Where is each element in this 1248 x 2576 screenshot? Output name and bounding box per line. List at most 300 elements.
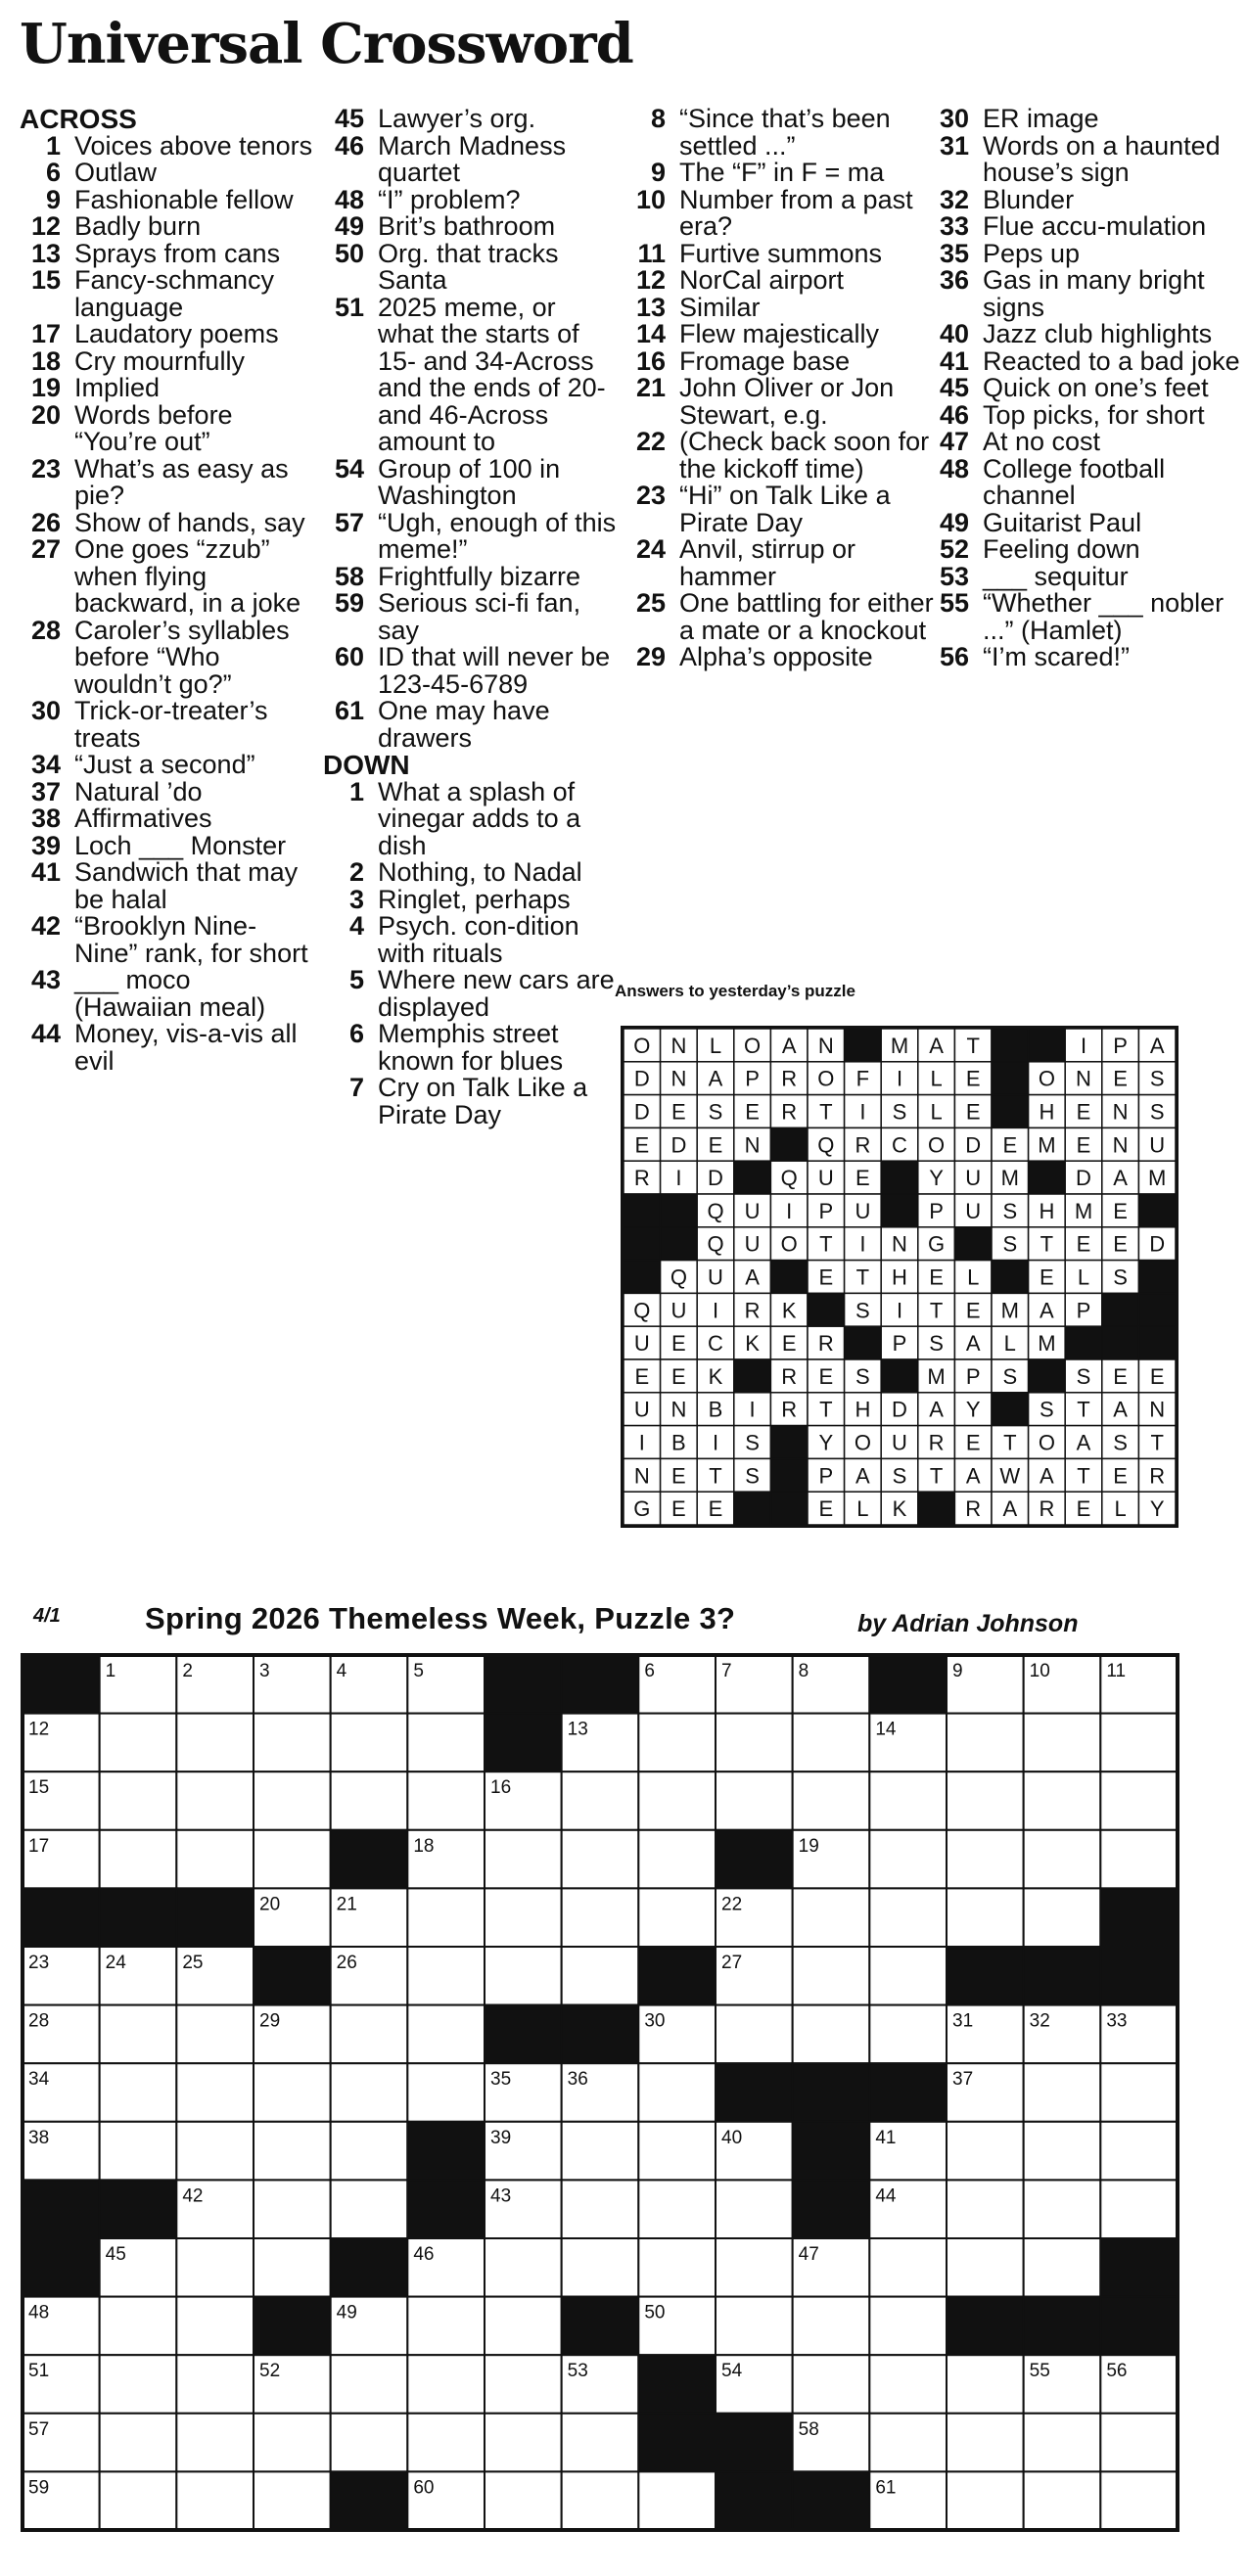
answer-letter: R [744, 1298, 761, 1323]
grid-cell[interactable] [869, 1947, 947, 2005]
answer-black-square [624, 1194, 661, 1227]
clue-text: Badly burn [74, 211, 202, 241]
clue-number: 54 [334, 453, 364, 483]
grid-cell[interactable] [331, 2180, 408, 2238]
grid-cell[interactable] [100, 1771, 177, 1830]
grid-cell[interactable] [562, 2414, 639, 2472]
answer-black-square [992, 1095, 1029, 1128]
grid-cell[interactable] [176, 2063, 254, 2122]
clue-number: 19 [30, 373, 61, 402]
clue [323, 590, 617, 644]
grid-cell[interactable] [1100, 1714, 1178, 1772]
grid-cell[interactable] [562, 2238, 639, 2297]
black-square [716, 2414, 793, 2472]
black-square [1024, 2297, 1101, 2356]
answer-letter: R [965, 1496, 982, 1522]
answer-letter: K [708, 1363, 723, 1389]
clue [20, 536, 313, 618]
grid-cell[interactable] [100, 1714, 177, 1772]
grid-cell[interactable] [947, 1888, 1024, 1947]
answer-letter: E [1113, 1363, 1128, 1389]
clue [323, 106, 617, 133]
clue-number: 27 [30, 534, 61, 564]
grid-cell[interactable] [176, 2005, 254, 2064]
answer-black-square [624, 1261, 661, 1294]
grid-cell[interactable] [331, 1771, 408, 1830]
grid-cell[interactable] [638, 1830, 716, 1889]
clue-number: 12 [635, 265, 666, 295]
grid-cell[interactable] [638, 1771, 716, 1830]
grid-cell[interactable] [869, 1771, 947, 1830]
grid-cell[interactable] [793, 2005, 870, 2064]
grid-cell[interactable] [947, 2122, 1024, 2181]
grid-cell[interactable] [331, 2005, 408, 2064]
answer-letter: A [1113, 1397, 1128, 1422]
grid-cell[interactable] [100, 1830, 177, 1889]
clue-text: “I’m scared!” [983, 642, 1131, 671]
grid-cell[interactable] [407, 1947, 485, 2005]
grid-cell[interactable] [562, 1771, 639, 1830]
grid-cell[interactable] [869, 2414, 947, 2472]
grid-cell[interactable] [947, 1830, 1024, 1889]
clue-text: Flue accu-mulation [983, 211, 1207, 241]
answer-letter: S [708, 1099, 723, 1125]
clue [624, 345, 938, 376]
clue-number: 32 [939, 184, 969, 214]
clue-text: Show of hands, say [74, 507, 305, 537]
page-title: Universal Crossword [20, 12, 633, 76]
grid-cell[interactable] [1100, 1830, 1178, 1889]
answer-black-square [734, 1161, 771, 1194]
answer-letter: O [1038, 1430, 1055, 1455]
grid-cell[interactable] [716, 2180, 793, 2238]
answer-letter: S [929, 1331, 944, 1357]
black-square [407, 2180, 485, 2238]
grid-cell[interactable] [638, 2180, 716, 2238]
answer-letter: Q [707, 1231, 724, 1257]
cell-number: 61 [875, 2477, 897, 2499]
clue-text: Serious sci-fi fan, say [378, 588, 581, 645]
grid-cell[interactable] [254, 2122, 331, 2181]
grid-cell[interactable] [254, 2180, 331, 2238]
clue-text: The “F” in F = ma [679, 158, 885, 187]
clue [323, 292, 617, 456]
clue-number: 48 [939, 453, 969, 483]
grid-cell[interactable] [1024, 1771, 1101, 1830]
grid-cell[interactable] [331, 2414, 408, 2472]
grid-cell[interactable] [485, 1830, 562, 1889]
clue-text: “Brooklyn Nine-Nine” rank, for short [74, 911, 308, 968]
answer-black-square [1138, 1194, 1176, 1227]
answer-letter: D [1149, 1231, 1166, 1257]
grid-cell[interactable] [716, 1771, 793, 1830]
grid-cell[interactable] [638, 1888, 716, 1947]
cell-number: 48 [28, 2302, 50, 2323]
clue [624, 160, 938, 187]
grid-cell[interactable] [331, 2122, 408, 2181]
answer-letter: U [1149, 1132, 1166, 1158]
clue-number: 29 [635, 642, 666, 671]
grid-cell[interactable] [331, 2063, 408, 2122]
grid-cell[interactable] [869, 2005, 947, 2064]
clue-number: 56 [939, 642, 969, 671]
grid-cell[interactable] [1024, 2063, 1101, 2122]
clue [928, 561, 1241, 591]
grid-cell[interactable] [869, 2355, 947, 2414]
clue [20, 830, 313, 860]
grid-cell[interactable] [100, 2471, 177, 2530]
puzzle-byline: by Adrian Johnson [857, 1610, 1079, 1637]
answer-letter: L [1077, 1265, 1090, 1290]
grid-cell[interactable] [1024, 2238, 1101, 2297]
grid-cell[interactable] [1100, 2180, 1178, 2238]
clue-text: At no cost [983, 427, 1101, 456]
answer-letter: N [633, 1463, 650, 1489]
clue-text: Number from a past era? [679, 184, 913, 241]
grid-cell[interactable] [947, 2238, 1024, 2297]
cell-number: 45 [105, 2244, 126, 2265]
cell-number: 39 [490, 2127, 512, 2148]
grid-cell[interactable] [793, 1888, 870, 1947]
grid-cell[interactable] [407, 2297, 485, 2356]
clue-text: “I” problem? [378, 184, 521, 214]
answer-letter: T [929, 1463, 944, 1489]
clue-number: 1 [45, 130, 61, 161]
grid-cell[interactable] [254, 2063, 331, 2122]
grid-cell[interactable] [638, 2063, 716, 2122]
grid-cell[interactable] [1024, 2471, 1101, 2530]
grid-cell[interactable] [485, 2414, 562, 2472]
cell-number: 53 [567, 2361, 588, 2382]
clue [323, 1021, 617, 1075]
grid-cell[interactable] [176, 2297, 254, 2356]
clue-number: 23 [30, 453, 61, 483]
answer-letter: M [1000, 1298, 1019, 1323]
grid-cell[interactable] [793, 2355, 870, 2414]
answer-letter: E [671, 1463, 686, 1489]
clue-text: Words on a haunted house’s sign [983, 130, 1221, 187]
answer-letter: M [1074, 1198, 1093, 1223]
clue-number: 45 [939, 373, 969, 402]
answer-letter: A [1113, 1166, 1128, 1191]
grid-cell[interactable] [947, 2414, 1024, 2472]
grid-cell[interactable] [947, 1771, 1024, 1830]
grid-cell[interactable] [947, 2355, 1024, 2414]
grid-cell[interactable] [100, 2297, 177, 2356]
clue-text: Voices above tenors [74, 130, 313, 161]
grid-cell[interactable] [562, 2180, 639, 2238]
clue-text: Fancy-schmancy language [74, 265, 275, 322]
grid-cell[interactable] [638, 2471, 716, 2530]
clue [323, 967, 617, 1021]
answer-letter: H [1039, 1198, 1055, 1223]
answer-letter: U [744, 1198, 761, 1223]
grid-cell[interactable] [562, 1947, 639, 2005]
grid-cell[interactable] [638, 2122, 716, 2181]
grid-cell[interactable] [176, 1830, 254, 1889]
answer-letter: S [892, 1099, 907, 1125]
clue-number: 20 [30, 399, 61, 430]
clue-text: Jazz club highlights [983, 319, 1213, 348]
answer-letter: D [633, 1099, 650, 1125]
clue [928, 213, 1241, 241]
answer-letter: E [634, 1363, 650, 1389]
clue-number: 47 [939, 427, 969, 456]
grid-cell[interactable] [176, 2122, 254, 2181]
grid-cell[interactable] [100, 2355, 177, 2414]
cell-number: 59 [28, 2477, 50, 2499]
clue-text: ___ moco (Hawaiian meal) [74, 965, 266, 1022]
grid-cell[interactable] [869, 2238, 947, 2297]
answer-letter: E [1076, 1496, 1091, 1522]
grid-cell[interactable] [100, 2005, 177, 2064]
cell-number: 31 [952, 2010, 974, 2032]
grid-cell[interactable] [176, 1771, 254, 1830]
clue [323, 698, 617, 752]
grid-cell[interactable] [176, 2238, 254, 2297]
answer-letter: I [712, 1430, 719, 1455]
grid-cell[interactable] [331, 2355, 408, 2414]
grid-cell[interactable] [716, 2005, 793, 2064]
grid-cell[interactable] [407, 2005, 485, 2064]
grid-cell[interactable] [254, 1771, 331, 1830]
cell-number: 16 [490, 1777, 512, 1799]
cell-number: 28 [28, 2010, 50, 2032]
grid-cell[interactable] [254, 2471, 331, 2530]
grid-cell[interactable] [1024, 2180, 1101, 2238]
answer-letter: K [781, 1298, 797, 1323]
cell-number: 30 [644, 2010, 666, 2032]
grid-cell[interactable] [176, 2471, 254, 2530]
clue-number: 9 [650, 158, 666, 187]
answer-letter: N [670, 1033, 687, 1058]
grid-cell[interactable] [485, 2355, 562, 2414]
answer-letter: M [1000, 1166, 1019, 1191]
grid-cell[interactable] [869, 1830, 947, 1889]
clue-number: 61 [334, 696, 364, 725]
grid-cell[interactable] [562, 1888, 639, 1947]
answer-letter: O [780, 1231, 798, 1257]
answer-letter: A [965, 1463, 981, 1489]
cell-number: 60 [413, 2477, 435, 2499]
grid-cell[interactable] [176, 2414, 254, 2472]
grid-cell[interactable] [1024, 1830, 1101, 1889]
grid-cell[interactable] [407, 2063, 485, 2122]
answer-letter: E [818, 1265, 834, 1290]
answer-letter: T [709, 1463, 722, 1489]
grid-cell[interactable] [793, 1771, 870, 1830]
grid-cell[interactable] [638, 1714, 716, 1772]
answer-black-square [1102, 1293, 1139, 1326]
cell-number: 47 [798, 2244, 819, 2265]
grid-cell[interactable] [716, 2297, 793, 2356]
answer-letter: A [855, 1463, 870, 1489]
grid-cell[interactable] [254, 2414, 331, 2472]
answer-letter: L [930, 1099, 943, 1125]
grid-cell[interactable] [331, 1714, 408, 1772]
clue [20, 267, 313, 321]
grid-cell[interactable] [485, 2471, 562, 2530]
grid-cell[interactable] [562, 1830, 639, 1889]
black-square [1100, 1888, 1178, 1947]
clue-number: 8 [650, 104, 666, 133]
answer-letter: P [892, 1331, 907, 1357]
clue-text: What’s as easy as pie? [74, 453, 289, 510]
clue [624, 590, 938, 644]
grid-cell[interactable] [1100, 2063, 1178, 2122]
grid-cell[interactable] [793, 1714, 870, 1772]
answer-letter: S [1002, 1231, 1018, 1257]
answer-letter: P [929, 1198, 944, 1223]
answer-letter: M [1038, 1132, 1056, 1158]
answer-letter: U [633, 1397, 650, 1422]
clue-number: 39 [30, 830, 61, 860]
answer-black-square [770, 1127, 808, 1161]
clue [323, 1075, 617, 1128]
clue-text: Cry mournfully [74, 345, 246, 376]
cell-number: 6 [644, 1661, 655, 1681]
grid-cell[interactable] [793, 1947, 870, 2005]
cell-number: 56 [1106, 2361, 1128, 2382]
cell-number: 4 [336, 1661, 347, 1681]
answer-letter: U [965, 1166, 982, 1191]
grid-cell[interactable] [1024, 2122, 1101, 2181]
clue-number: 16 [635, 345, 666, 376]
clue [928, 184, 1241, 214]
answer-letter: O [744, 1033, 762, 1058]
answer-letter: E [1149, 1363, 1165, 1389]
answer-letter: O [928, 1132, 946, 1158]
grid-cell[interactable] [869, 2297, 947, 2356]
clue-text: Psych. con-dition with rituals [378, 911, 579, 968]
clue-number: 1 [348, 776, 364, 806]
grid-cell[interactable] [562, 2122, 639, 2181]
grid-cell[interactable] [407, 2355, 485, 2414]
grid-cell[interactable] [485, 1947, 562, 2005]
clue-number: 31 [939, 130, 969, 161]
answer-black-square [1102, 1326, 1139, 1359]
answer-letter: E [855, 1166, 870, 1191]
black-square [716, 2471, 793, 2530]
grid-cell[interactable] [176, 2355, 254, 2414]
answer-letter: L [1114, 1496, 1127, 1522]
grid-cell[interactable] [176, 1714, 254, 1772]
black-square [331, 1830, 408, 1889]
grid-cell[interactable] [485, 2297, 562, 2356]
grid-cell[interactable] [407, 1714, 485, 1772]
answer-letter: P [745, 1066, 760, 1091]
grid-cell[interactable] [1024, 1888, 1101, 1947]
answer-letter: E [671, 1496, 686, 1522]
grid-cell[interactable] [716, 1714, 793, 1772]
answer-letter: L [1003, 1331, 1016, 1357]
grid-cell[interactable] [254, 1830, 331, 1889]
grid-cell[interactable] [254, 2238, 331, 2297]
clue [20, 805, 313, 833]
clue [323, 561, 617, 591]
answer-black-square [992, 1393, 1029, 1426]
grid-cell[interactable] [1100, 2471, 1178, 2530]
grid-cell[interactable] [638, 2238, 716, 2297]
grid-cell[interactable] [485, 2238, 562, 2297]
clue-text: Guitarist Paul [983, 507, 1142, 537]
cell-number: 14 [875, 1719, 897, 1740]
grid-cell[interactable] [947, 2471, 1024, 2530]
clue-text: Alpha’s opposite [679, 642, 873, 671]
answer-letter: E [965, 1298, 981, 1323]
grid-cell[interactable] [562, 2471, 639, 2530]
grid-cell[interactable] [407, 2414, 485, 2472]
grid-cell[interactable] [869, 1888, 947, 1947]
grid-cell[interactable] [100, 2122, 177, 2181]
clue [20, 615, 313, 699]
grid-cell[interactable] [485, 1888, 562, 1947]
clue [928, 130, 1241, 187]
clue [928, 321, 1241, 348]
answer-letter: R [817, 1331, 834, 1357]
answer-letter: W [999, 1463, 1021, 1489]
clue [928, 375, 1241, 402]
grid-cell[interactable] [947, 1714, 1024, 1772]
answer-black-square [1138, 1261, 1176, 1294]
answer-letter: N [1112, 1132, 1129, 1158]
answer-letter: N [670, 1397, 687, 1422]
grid-cell[interactable] [947, 2180, 1024, 2238]
grid-cell[interactable] [1100, 2414, 1178, 2472]
cell-number: 58 [798, 2418, 819, 2440]
answer-letter: T [819, 1231, 833, 1257]
grid-cell[interactable] [1100, 1771, 1178, 1830]
answer-letter: Q [780, 1166, 798, 1191]
answer-letter: T [819, 1099, 833, 1125]
black-square [254, 2297, 331, 2356]
clue-number: 11 [637, 238, 666, 268]
grid-cell[interactable] [407, 1888, 485, 1947]
clue-text: Group of 100 in Washington [378, 453, 561, 510]
clue-number: 55 [939, 588, 969, 618]
grid-cell[interactable] [1024, 1714, 1101, 1772]
cell-number: 50 [644, 2302, 666, 2323]
grid-cell[interactable] [716, 2238, 793, 2297]
across-clue-list [20, 130, 313, 1076]
clue [624, 267, 938, 295]
crossword-grid[interactable] [20, 1652, 1180, 2538]
grid-cell[interactable] [254, 1714, 331, 1772]
clue-text: Caroler’s syllables before “Who wouldn’t go?” [74, 615, 290, 699]
clue [20, 859, 313, 913]
grid-cell[interactable] [793, 2297, 870, 2356]
clue-text: Quick on one’s feet [983, 373, 1209, 402]
cell-number: 3 [259, 1661, 270, 1681]
clue [928, 399, 1241, 430]
grid-cell[interactable] [1100, 2122, 1178, 2181]
grid-cell[interactable] [100, 2414, 177, 2472]
black-square [869, 2063, 947, 2122]
down-clue-list-continued-2 [928, 106, 1241, 671]
grid-cell[interactable] [100, 2063, 177, 2122]
answer-letter: Y [1149, 1496, 1165, 1522]
cell-number: 19 [798, 1835, 819, 1857]
cell-number: 38 [28, 2127, 50, 2148]
grid-cell[interactable] [407, 1771, 485, 1830]
answer-letter: G [633, 1496, 651, 1522]
cell-number: 22 [721, 1894, 743, 1915]
black-square [793, 2180, 870, 2238]
black-square [638, 1947, 716, 2005]
clue [20, 913, 313, 967]
answer-letter: P [818, 1198, 834, 1223]
grid-cell[interactable] [1024, 2414, 1101, 2472]
